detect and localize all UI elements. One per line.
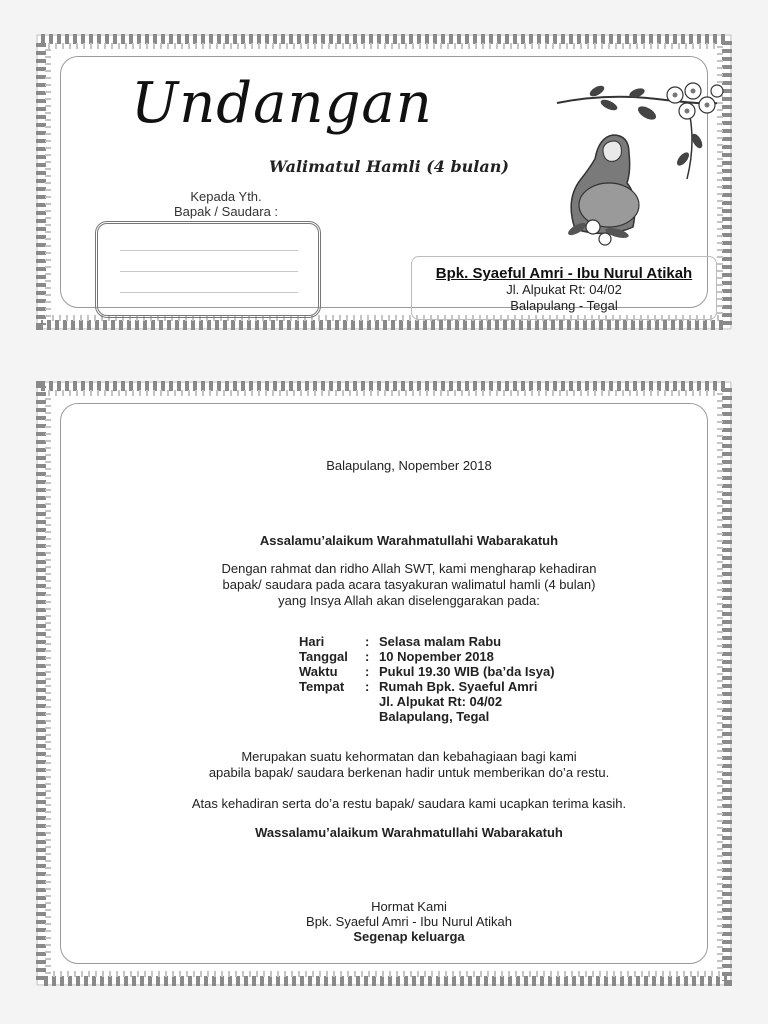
signature-block xyxy=(101,899,717,944)
recipient-address-box[interactable] xyxy=(95,221,321,318)
closing-paragraph xyxy=(101,749,717,781)
detail-value: Rumah Bpk. Syaeful Amri xyxy=(379,679,538,694)
intro-paragraph xyxy=(101,561,717,609)
pregnant-woman-floral-illustration xyxy=(547,79,729,253)
address-line xyxy=(120,292,298,293)
intro-line-2: bapak/ saudara pada acara tasyakuran walimatul hamli (4 bulan) xyxy=(222,577,596,592)
detail-row xyxy=(299,634,555,649)
sender-address-line-1: Jl. Alpukat Rt: 04/02 xyxy=(506,282,622,297)
closing-line-1: Merupakan suatu kehormatan dan kebahagiaan bagi kami xyxy=(241,749,577,764)
detail-value: Selasa malam Rabu xyxy=(379,634,502,649)
closing-line-2: apabila bapak/ saudara berkenan hadir untuk memberikan do’a restu. xyxy=(208,765,610,780)
detail-label: Tanggal xyxy=(299,649,348,664)
thanks-line: Atas kehadiran serta do’a restu bapak/ saudara kami ucapkan terima kasih. xyxy=(191,796,627,811)
letter-inner-panel xyxy=(60,403,708,964)
detail-label xyxy=(299,709,365,724)
detail-label: Hari xyxy=(299,634,325,649)
intro-line-3: yang Insya Allah akan diselenggarakan pada: xyxy=(278,593,540,608)
detail-row xyxy=(299,649,555,664)
detail-separator: : xyxy=(365,634,370,649)
sender-address-line-2: Balapulang - Tegal xyxy=(510,298,618,313)
detail-label xyxy=(299,694,365,709)
family-line: Segenap keluarga xyxy=(353,929,465,944)
closing-greeting: Wassalamu’alaikum Warahmatullahi Wabarakatuh xyxy=(255,825,563,840)
address-line xyxy=(120,250,298,251)
sender-box xyxy=(411,256,717,320)
invitation-subtitle: Walimatul Hamli (4 bulan) xyxy=(269,157,509,176)
detail-separator xyxy=(365,709,379,724)
regards-line: Hormat Kami xyxy=(371,899,447,914)
letter-date: Balapulang, Nopember 2018 xyxy=(326,458,492,473)
detail-row xyxy=(299,679,555,694)
invitation-title: Undangan xyxy=(131,71,433,136)
detail-value: Jl. Alpukat Rt: 04/02 xyxy=(379,694,503,709)
signatory-name: Bpk. Syaeful Amri - Ibu Nurul Atikah xyxy=(306,914,512,929)
detail-row xyxy=(299,664,555,679)
detail-value: 10 Nopember 2018 xyxy=(379,649,494,664)
detail-label: Waktu xyxy=(299,664,338,679)
detail-separator: : xyxy=(365,679,370,694)
detail-value: Pukul 19.30 WIB (ba’da Isya) xyxy=(379,664,555,679)
address-line xyxy=(120,271,298,272)
recipient-line-1: Kepada Yth. xyxy=(190,189,262,204)
detail-label: Tempat xyxy=(299,679,345,694)
detail-separator: : xyxy=(365,649,370,664)
intro-line-1: Dengan rahmat dan ridho Allah SWT, kami mengharap kehadiran xyxy=(221,561,597,576)
envelope-inner-panel xyxy=(60,56,708,313)
sender-name: Bpk. Syaeful Amri - Ibu Nurul Atikah xyxy=(435,265,693,282)
detail-separator: : xyxy=(365,664,370,679)
envelope-card xyxy=(36,34,732,330)
detail-row xyxy=(299,694,555,709)
letter-card xyxy=(36,381,732,986)
recipient-heading xyxy=(151,189,301,219)
event-details-table xyxy=(299,634,555,724)
detail-separator xyxy=(365,694,379,709)
recipient-line-2: Bapak / Saudara : xyxy=(173,204,279,219)
detail-row xyxy=(299,709,555,724)
opening-greeting: Assalamu’alaikum Warahmatullahi Wabarakatuh xyxy=(259,533,559,548)
detail-value: Balapulang, Tegal xyxy=(379,709,490,724)
